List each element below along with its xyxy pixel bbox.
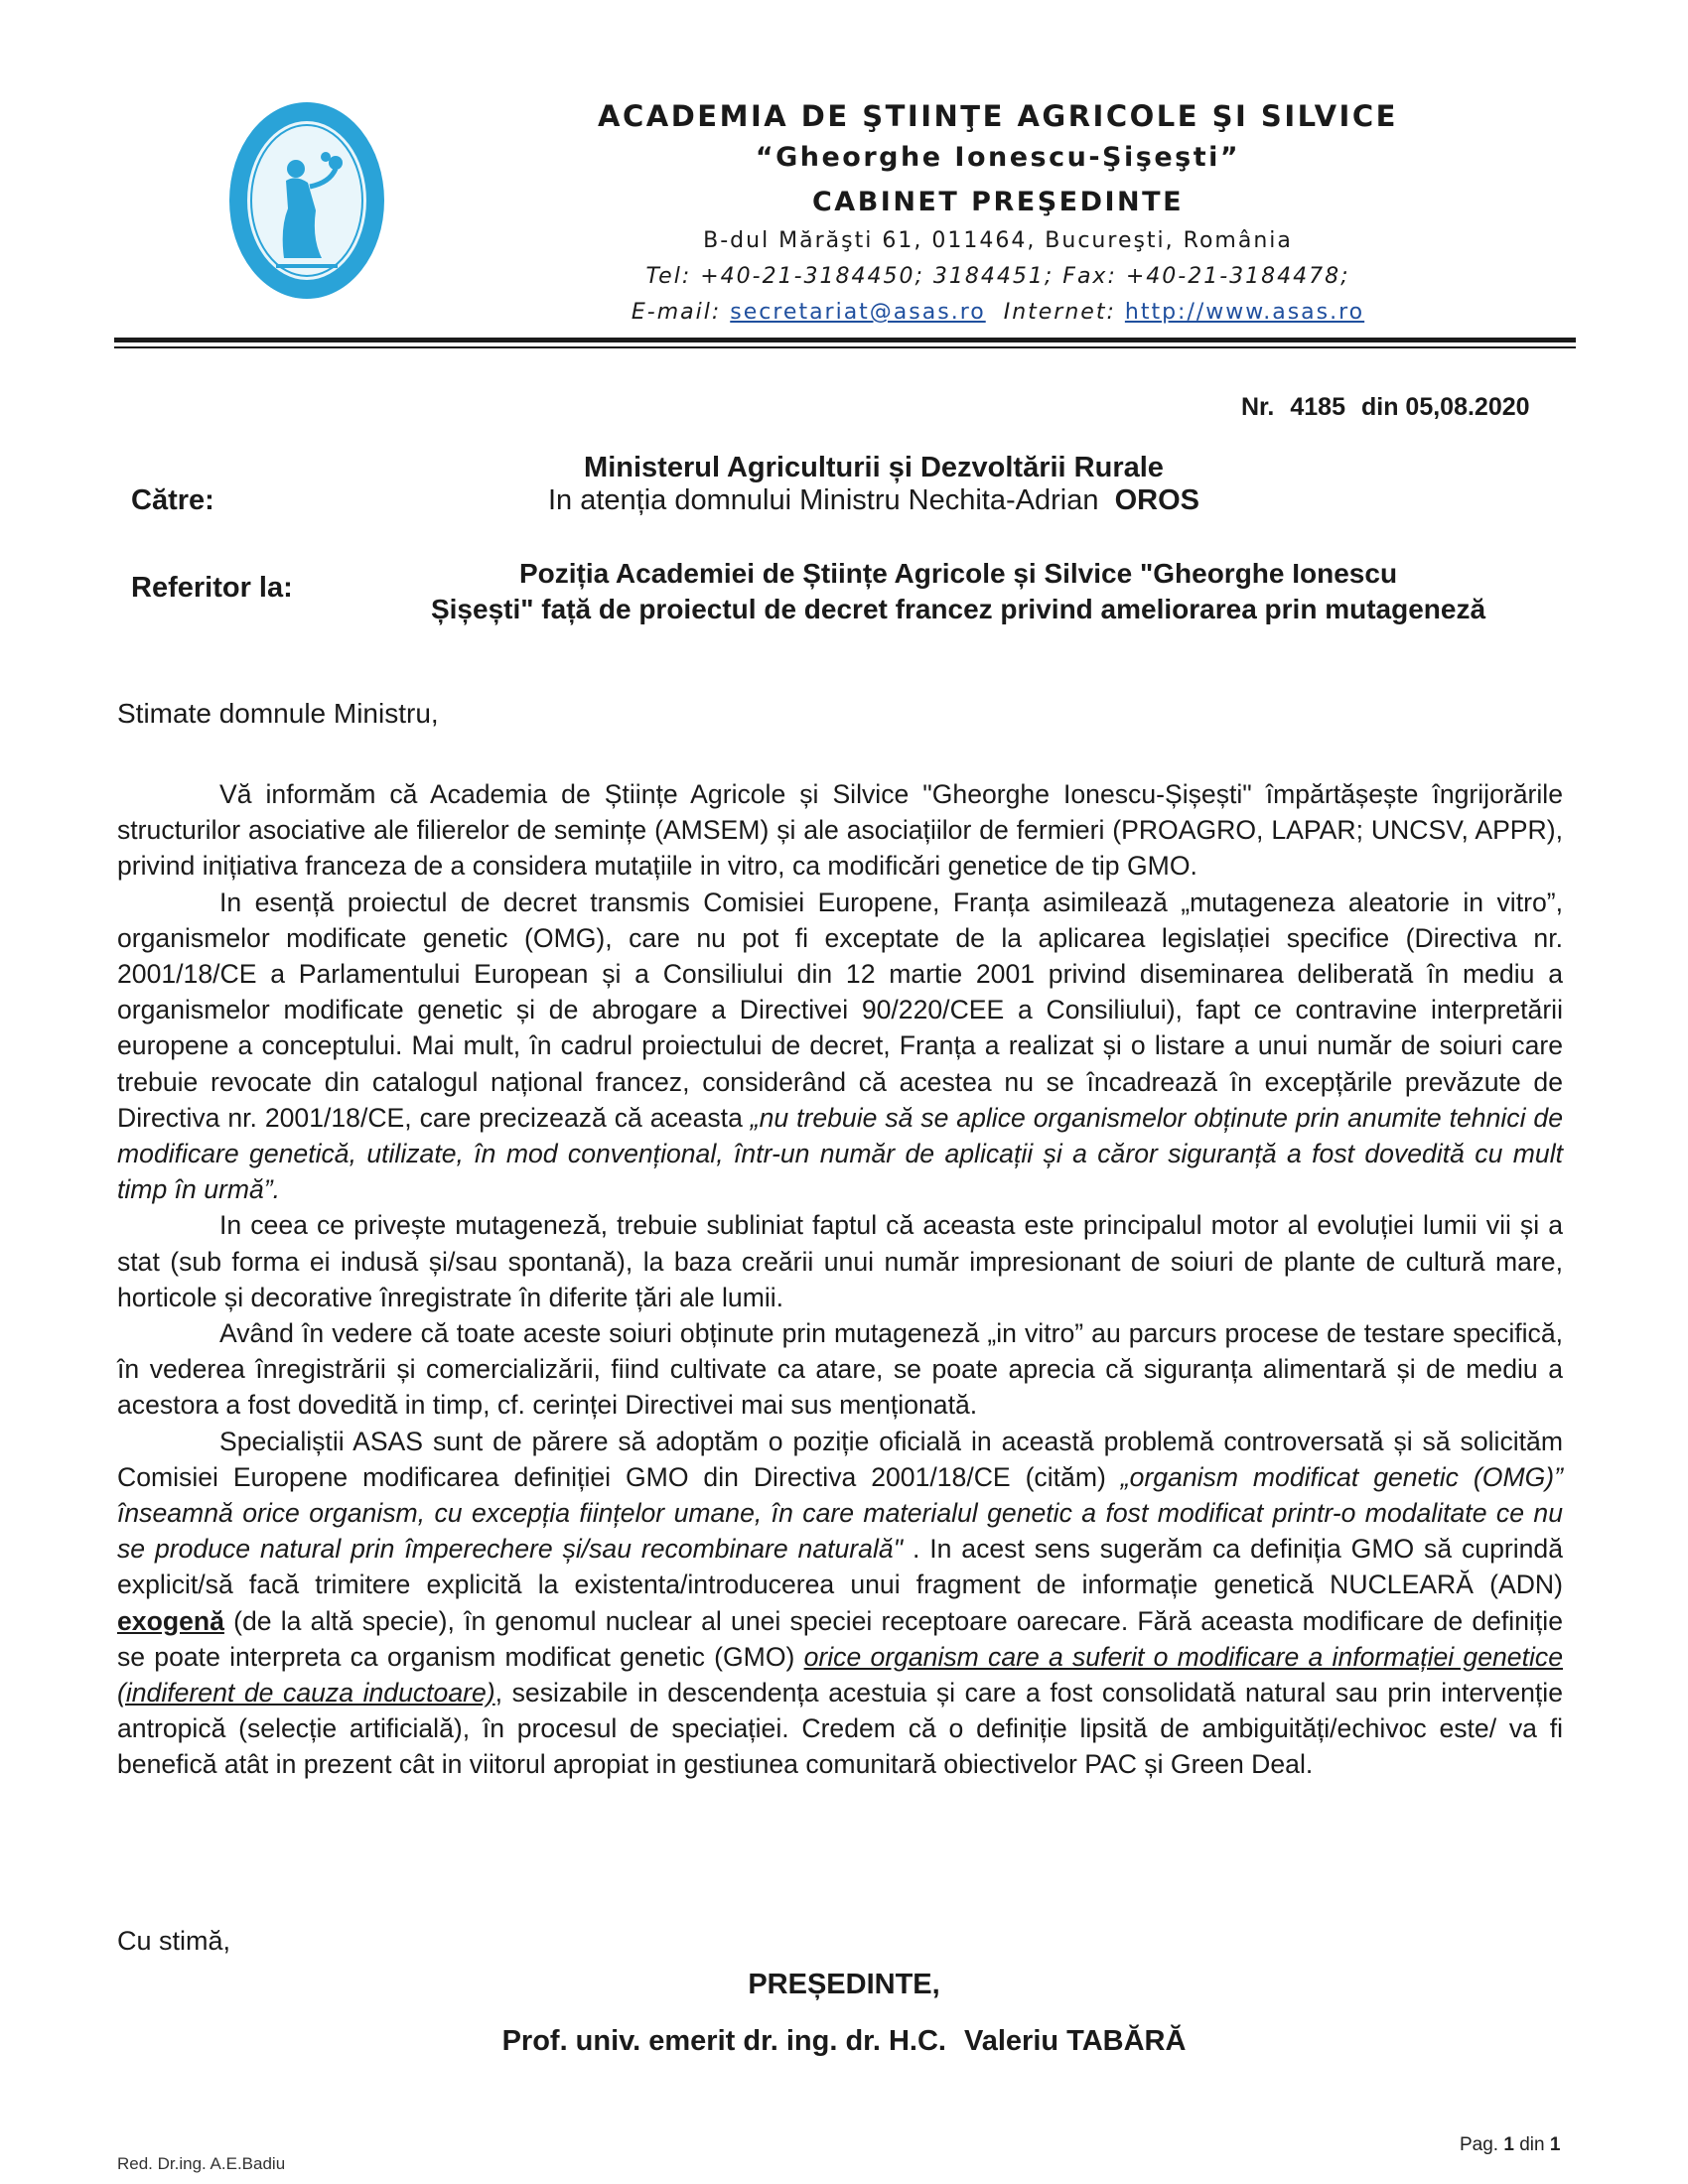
paragraph-2 bbox=[117, 885, 1563, 1208]
attention-prefix: In atenția domnului Ministru Nechita-Adrian bbox=[547, 484, 1099, 516]
subject-label: Referitor la: bbox=[131, 572, 293, 604]
redactor-note: Red. Dr.ing. A.E.Badiu bbox=[117, 2154, 286, 2173]
page-of: din bbox=[1519, 2134, 1545, 2155]
email-label: E-mail: bbox=[631, 300, 722, 325]
signatory-role: PREȘEDINTE, bbox=[748, 1969, 940, 2000]
paragraph-5 bbox=[117, 1424, 1563, 1783]
closing: Cu stimă, bbox=[117, 1926, 231, 1956]
page-total: 1 bbox=[1549, 2134, 1561, 2155]
paragraph-5-text-d: , sesizabile in descendența acestuia și care a fost consolidată natural sau prin intervenție antropică (selecție artificială), în procesul de speciației. Credem că o definiție lipsită de ambiguități/echivoc este/ va fi benefică atât in prezent cât in viitorul apropiat in gestiunea comunitară obiectivelor PAC și Green Deal. bbox=[117, 1678, 1563, 1780]
registration-number bbox=[1241, 393, 1530, 422]
paragraph-4: Având în vedere că toate aceste soiuri obținute prin mutageneză „in vitro” au parcurs procese de testare specifică, în vederea înregistrării și comercializării, fiind cultivate ca atare, se poate aprecia că siguranța alimentară și de mediu a acestora a fost dovedită in timp, cf. cerinței Directivei mai sus menționată. bbox=[117, 1318, 1563, 1421]
signatory bbox=[0, 2025, 1688, 2058]
paragraph-1: Vă informăm că Academia de Științe Agricole și Silvice "Gheorghe Ionescu-Șișești" împărtășește îngrijorările structurilor asociative ale filierelor de semințe (AMSEM) și ale asociațiilor de fermieri (PROAGRO, LAPAR; UNCSV, APPR), privind inițiativa franceza de a considera mutațiile in vitro, ca modificări genetice de tip GMO. bbox=[117, 779, 1563, 882]
paragraph-2-text: In esență proiectul de decret transmis Comisiei Europene, Franța asimilează „mutageneza aleatorie in vitro”, organismelor modificate genetic (OMG), care nu pot fi exceptate de la aplicarea legislației specifice (Directiva nr. 2001/18/CE a Parlamentului European și a Consiliului din 12 martie 2001 privind diseminarea deliberată în mediu a organismelor modificate genetic și de abrogare a Directivei 90/220/CEE a Consiliului), fapt ce contravine interpretării europene a conceptului. Mai mult, în cadrul proiectului de decret, Franța a realizat și o listare a unui număr de soiuri care trebuie revocate din catalogul național francez, considerând că acestea nu se încadrează în excepțările prevăzute de Directiva nr. 2001/18/CE, care precizează că aceasta bbox=[117, 887, 1563, 1133]
salutation: Stimate domnule Ministru, bbox=[117, 698, 439, 729]
page-label: Pag. bbox=[1460, 2134, 1499, 2155]
minister-name: OROS bbox=[1114, 484, 1200, 516]
paragraph-3: In ceea ce privește mutageneză, trebuie subliniat faptul că aceasta este principalul motor al evoluției lumii vii și a stat (sub forma ei indusă și/sau spontană), la baza creării unui număr impresionant de soiuri de plante de cultură mare, horticole și decorative înregistrate în diferite țări ale lumii. bbox=[117, 1210, 1563, 1312]
subject-line-2: Șișești" față de proiectul de decret francez privind ameliorarea prin mutageneză bbox=[430, 594, 1486, 624]
recipient-attention bbox=[437, 484, 1311, 517]
underlined-definition: orice organism care a suferit o modificare a informației genetice (indiferent de cauza inductoare) bbox=[117, 1641, 1563, 1708]
internet-label: Internet: bbox=[1003, 300, 1116, 325]
nr-value: 4185 bbox=[1290, 393, 1345, 421]
recipient-ministry: Ministerul Agriculturii și Dezvoltării Rurale bbox=[584, 452, 1164, 483]
academy-subtitle: “Gheorghe Ionescu-Şişeşti” bbox=[755, 142, 1241, 173]
recipient-label: Către: bbox=[131, 484, 214, 516]
nr-label: Nr. bbox=[1241, 393, 1275, 421]
signatory-name: Valeriu TABĂRĂ bbox=[963, 2025, 1187, 2057]
email-link[interactable]: secretariat@asas.ro bbox=[730, 300, 986, 325]
letter-body bbox=[117, 776, 1563, 1783]
academy-address: B-dul Mărăşti 61, 011464, Bucureşti, România bbox=[703, 228, 1293, 253]
recipient-block bbox=[437, 452, 1311, 517]
header-divider-thin bbox=[114, 346, 1576, 348]
academy-phone: Tel: +40-21-3184450; 3184451; Fax: +40-21-3184478; bbox=[645, 264, 1350, 289]
academy-name: ACADEMIA DE ŞTIINŢE AGRICOLE ŞI SILVICE bbox=[598, 99, 1398, 133]
academy-seal-logo bbox=[226, 99, 387, 303]
page-number bbox=[1460, 2134, 1560, 2156]
directive-quote: „nu trebuie să se aplice organismelor obținute prin anumite tehnici de modificare genetică, utilizate, în mod convențional, într-un număr de aplicații și a căror siguranță a fost dovedită cu mult timp în urmă”. bbox=[117, 1102, 1563, 1205]
paragraph-5-text-c: (de la altă specie), în genomul nuclear al unei speciei receptoare oarecare. Fără aceasta modificare de definiție se poate interpreta ca organism modificat genetic (GMO) bbox=[117, 1605, 1563, 1672]
header-divider bbox=[114, 338, 1576, 342]
paragraph-5-text-a: Specialiștii ASAS sunt de părere să adoptăm o poziție oficială in această problemă controversată și să solicităm Comisiei Europene modificarea definiției GMO din Directiva 2001/18/CE (cităm) bbox=[117, 1426, 1563, 1492]
nr-date: din 05,08.2020 bbox=[1360, 393, 1530, 421]
page-current: 1 bbox=[1503, 2134, 1514, 2155]
website-link[interactable]: http://www.asas.ro bbox=[1124, 300, 1365, 325]
paragraph-5-text-b: . In acest sens sugerăm ca definiția GMO să cuprindă explicit/să facă trimitere explicită la existenta/introducerea unui fragment de informație genetică NUCLEARĂ (ADN) bbox=[117, 1534, 1564, 1600]
cabinet-title: CABINET PREŞEDINTE bbox=[811, 187, 1185, 217]
gmo-definition-quote: „organism modificat genetic (OMG)” înseamnă orice organism, cu excepția ființelor umane, în care materialul genetic a fost modificat printr-o modalitate ce nu se produce natural prin împerechere și/sau recombinare naturală" bbox=[117, 1461, 1563, 1565]
subject-block bbox=[377, 556, 1539, 627]
subject-line-1: Poziția Academiei de Științe Agricole și Silvice "Gheorghe Ionescu bbox=[518, 558, 1398, 589]
contact-line bbox=[556, 300, 1440, 325]
exogenous-term: exogenă bbox=[117, 1605, 224, 1636]
signatory-title: Prof. univ. emerit dr. ing. dr. H.C. bbox=[501, 2025, 946, 2057]
